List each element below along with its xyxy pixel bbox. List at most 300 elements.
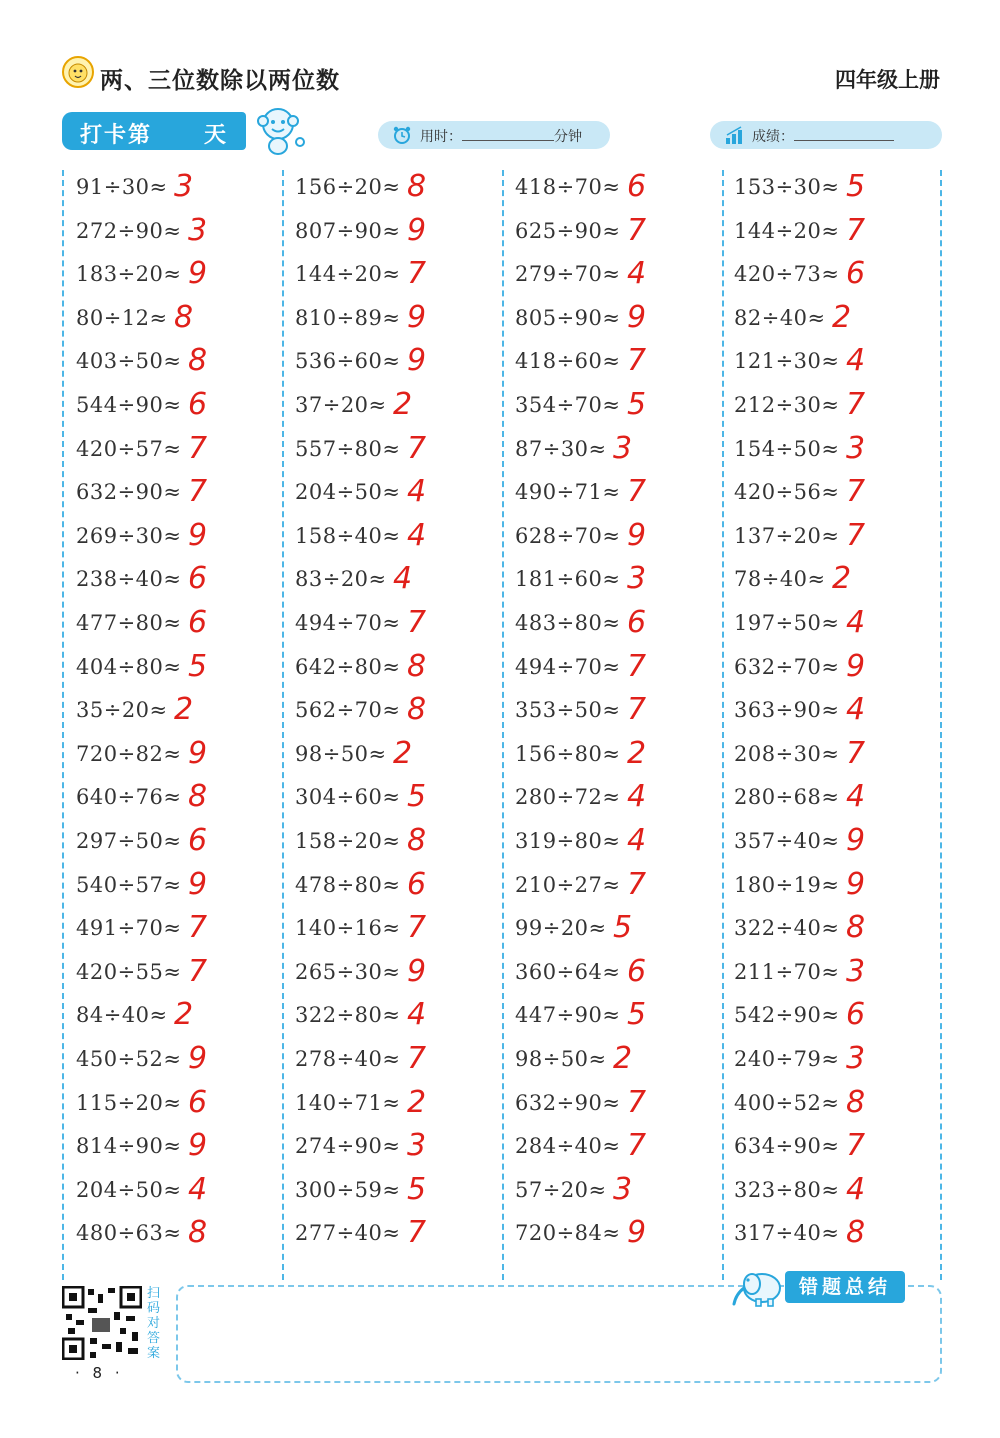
handwritten-answer: 3 [613,1171,633,1207]
handwritten-answer: 7 [407,1041,427,1076]
problem-row [515,517,647,567]
problem-expression: 238÷40≈ [76,567,182,592]
handwritten-answer: 9 [188,1128,208,1164]
problem-expression: 562÷70≈ [295,698,401,723]
problem-row [76,823,208,872]
column-divider [62,170,64,1280]
handwritten-answer: 6 [407,866,427,902]
handwritten-answer: 9 [627,517,647,553]
problem-expression: 483÷80≈ [515,611,621,635]
problem-expression: 540÷57≈ [76,872,182,897]
handwritten-answer: 8 [407,648,427,684]
handwritten-answer: 4 [627,779,647,815]
time-field [378,121,610,149]
problem-row [76,561,208,610]
handwritten-answer: 6 [188,387,208,422]
problem-expression: 274÷90≈ [295,1134,401,1159]
problem-row [734,1041,866,1090]
problem-row [295,823,427,872]
problem-expression: 197÷50≈ [734,611,840,635]
handwritten-answer: 8 [846,1084,866,1120]
handwritten-answer: 5 [188,648,208,684]
problem-row [515,910,633,959]
problem-row [295,692,427,741]
problem-expression: 208÷30≈ [734,741,840,766]
problem-expression: 557÷80≈ [295,436,401,461]
problem-row [734,648,866,698]
problem-expression: 814÷90≈ [76,1134,182,1159]
handwritten-answer: 7 [846,1128,866,1164]
problem-row [76,953,208,1003]
problem-expression: 212÷30≈ [734,393,840,417]
handwritten-answer: 4 [407,997,427,1033]
problem-row [76,735,208,785]
problem-row [76,474,208,523]
handwritten-answer: 9 [846,866,866,902]
problem-expression: 278÷40≈ [295,1047,401,1071]
problem-expression: 400÷52≈ [734,1090,840,1115]
problem-expression: 35÷20≈ [76,698,168,723]
problem-expression: 642÷80≈ [295,654,401,679]
problem-row [295,735,413,785]
problem-row [76,1128,208,1177]
handwritten-answer: 4 [407,517,427,553]
problem-row [515,430,633,480]
problem-expression: 810÷89≈ [295,305,401,330]
column-divider [940,170,942,1280]
problem-row [734,1128,866,1177]
problem-expression: 354÷70≈ [515,393,621,417]
handwritten-answer: 4 [846,779,866,815]
problem-row [515,735,647,785]
problem-row [515,343,647,392]
problem-expression: 140÷71≈ [295,1090,401,1115]
handwritten-answer: 7 [846,474,866,510]
handwritten-answer: 3 [188,212,208,248]
handwritten-answer: 4 [188,1171,208,1207]
problem-row [295,866,427,916]
handwritten-answer: 7 [407,1215,427,1251]
handwritten-answer: 2 [627,735,647,771]
problem-row [295,387,413,436]
problem-row [295,953,427,1003]
time-blank[interactable] [462,126,554,141]
problem-row [76,343,208,392]
problem-row [734,692,866,741]
problem-expression: 418÷60≈ [515,349,621,374]
problem-row [295,256,427,305]
problem-row [295,1128,427,1177]
handwritten-answer: 2 [832,299,852,335]
problem-expression: 634÷90≈ [734,1134,840,1159]
problem-row [734,561,852,610]
problem-row [515,387,647,436]
problem-expression: 144÷20≈ [295,262,401,287]
handwritten-answer: 7 [846,735,866,771]
problem-row [734,1171,866,1221]
handwritten-answer: 2 [407,1084,427,1120]
handwritten-answer: 9 [846,648,866,684]
problem-row [76,1084,208,1134]
score-chart-icon [724,125,744,145]
handwritten-answer: 4 [846,1171,866,1207]
problem-expression: 317÷40≈ [734,1221,840,1246]
problem-row [515,212,647,262]
handwritten-answer: 5 [627,997,647,1033]
handwritten-answer: 3 [846,430,866,466]
problem-row [734,387,866,436]
handwritten-answer: 5 [627,387,647,422]
problem-expression: 180÷19≈ [734,872,840,897]
problem-expression: 477÷80≈ [76,611,182,635]
problem-expression: 322÷80≈ [295,1003,401,1028]
handwritten-answer: 7 [627,1128,647,1164]
handwritten-answer: 8 [174,299,194,335]
problem-expression: 57÷20≈ [515,1177,607,1202]
problem-expression: 632÷90≈ [76,480,182,505]
handwritten-answer: 2 [832,561,852,597]
handwritten-answer: 7 [627,648,647,684]
problem-row [515,474,647,523]
problem-expression: 80÷12≈ [76,305,168,330]
handwritten-answer: 5 [407,1171,427,1207]
problem-expression: 153÷30≈ [734,175,840,199]
problem-row [515,692,647,741]
scan-for-answers-label: 扫码对答案 [147,1286,161,1361]
handwritten-answer: 7 [407,910,427,946]
handwritten-answer: 7 [627,1084,647,1120]
problem-expression: 640÷76≈ [76,785,182,810]
problem-row [76,692,194,741]
problem-row [515,779,647,828]
problem-row [76,430,208,480]
handwritten-answer: 5 [846,169,866,204]
problem-expression: 154÷50≈ [734,436,840,461]
handwritten-answer: 2 [613,1041,633,1076]
problem-row [515,561,647,610]
checkin-suffix: 天 [204,123,229,148]
problem-row [515,605,647,654]
handwritten-answer: 6 [188,561,208,597]
problem-row [76,605,208,654]
problem-row [515,1171,633,1221]
problem-expression: 183÷20≈ [76,262,182,287]
problem-expression: 156÷20≈ [295,175,401,199]
problem-row [295,910,427,959]
problem-expression: 98÷50≈ [515,1047,607,1071]
problem-row [295,1041,427,1090]
problem-expression: 304÷60≈ [295,785,401,810]
handwritten-answer: 6 [627,169,647,204]
problem-row [515,169,647,218]
handwritten-answer: 9 [846,823,866,858]
mistake-summary-title: 错题总结 [785,1271,905,1303]
handwritten-answer: 4 [407,474,427,510]
problem-expression: 115÷20≈ [76,1090,182,1115]
problem-expression: 99÷20≈ [515,916,607,941]
handwritten-answer: 6 [188,605,208,640]
problem-expression: 158÷20≈ [295,829,401,853]
problem-expression: 490÷71≈ [515,480,621,505]
problem-expression: 807÷90≈ [295,218,401,243]
problem-expression: 491÷70≈ [76,916,182,941]
problem-row [515,1084,647,1134]
problem-grid [62,170,942,1280]
problem-expression: 720÷84≈ [515,1221,621,1246]
grade-label: 四年级上册 [835,68,940,92]
problem-expression: 542÷90≈ [734,1003,840,1028]
problem-expression: 78÷40≈ [734,567,826,592]
page-title: 两、三位数除以两位数 [100,68,340,94]
problem-row [76,256,208,305]
problem-row [734,866,866,916]
problem-expression: 720÷82≈ [76,741,182,766]
problem-row [515,1041,633,1090]
elephant-mascot-icon [730,1266,786,1308]
handwritten-answer: 7 [627,866,647,902]
problem-row [295,1084,427,1134]
problem-expression: 353÷50≈ [515,698,621,723]
problem-row [515,823,647,872]
handwritten-answer: 8 [188,1215,208,1251]
problem-expression: 158÷40≈ [295,523,401,548]
handwritten-answer: 7 [627,474,647,510]
handwritten-answer: 7 [188,474,208,510]
problem-expression: 277÷40≈ [295,1221,401,1246]
handwritten-answer: 5 [407,779,427,815]
problem-row [734,910,866,959]
problem-expression: 319÷80≈ [515,829,621,853]
problem-expression: 297÷50≈ [76,829,182,853]
problem-row [515,648,647,698]
handwritten-answer: 3 [407,1128,427,1164]
handwritten-answer: 3 [846,953,866,989]
problem-expression: 82÷40≈ [734,305,826,330]
problem-expression: 156÷80≈ [515,741,621,766]
checkin-prefix: 打卡第 [80,123,153,148]
checkin-banner [62,112,246,150]
problem-expression: 144÷20≈ [734,218,840,243]
problem-row [734,474,866,523]
problem-expression: 420÷57≈ [76,436,182,461]
handwritten-answer: 9 [188,256,208,292]
problem-expression: 98÷50≈ [295,741,387,766]
lion-logo-icon [60,54,96,90]
score-label: 成绩： [752,129,794,145]
problem-expression: 140÷16≈ [295,916,401,941]
handwritten-answer: 4 [627,256,647,292]
handwritten-answer: 2 [174,692,194,728]
problem-expression: 322÷40≈ [734,916,840,941]
handwritten-answer: 6 [846,997,866,1033]
handwritten-answer: 9 [407,953,427,989]
handwritten-answer: 7 [407,256,427,292]
handwritten-answer: 3 [846,1041,866,1076]
handwritten-answer: 7 [188,430,208,466]
problem-row [76,1171,208,1221]
handwritten-answer: 6 [627,605,647,640]
handwritten-answer: 4 [846,605,866,640]
problem-expression: 480÷63≈ [76,1221,182,1246]
problem-expression: 279÷70≈ [515,262,621,287]
handwritten-answer: 9 [627,299,647,335]
problem-row [734,256,866,305]
problem-row [734,779,866,828]
handwritten-answer: 4 [627,823,647,858]
problem-row [515,953,647,1003]
handwritten-answer: 9 [188,866,208,902]
handwritten-answer: 6 [188,1084,208,1120]
problem-row [734,343,866,392]
problem-expression: 83÷20≈ [295,567,387,592]
handwritten-answer: 7 [407,430,427,466]
time-unit: 分钟 [554,129,582,145]
handwritten-answer: 8 [188,343,208,379]
problem-row [295,997,427,1046]
problem-expression: 632÷90≈ [515,1090,621,1115]
handwritten-answer: 8 [846,1215,866,1251]
problem-row [295,517,427,567]
problem-row [76,910,208,959]
handwritten-answer: 5 [613,910,633,946]
problem-row [76,779,208,828]
score-blank[interactable] [794,126,894,141]
problem-row [295,1215,427,1264]
handwritten-answer: 6 [627,953,647,989]
page-header [60,50,940,100]
problem-expression: 420÷55≈ [76,959,182,984]
handwritten-answer: 8 [407,823,427,858]
problem-expression: 420÷56≈ [734,480,840,505]
handwritten-answer: 9 [407,212,427,248]
column-divider [722,170,724,1280]
problem-row [515,299,647,349]
problem-row [76,517,208,567]
qr-code-icon [62,1286,142,1360]
problem-expression: 447÷90≈ [515,1003,621,1028]
handwritten-answer: 8 [407,692,427,728]
problem-expression: 494÷70≈ [515,654,621,679]
problem-expression: 478÷80≈ [295,872,401,897]
problem-row [734,605,866,654]
handwritten-answer: 8 [188,779,208,815]
problem-row [515,866,647,916]
handwritten-answer: 4 [393,561,413,597]
problem-row [295,779,427,828]
problem-expression: 269÷30≈ [76,523,182,548]
problem-expression: 272÷90≈ [76,218,182,243]
problem-row [515,1215,647,1264]
problem-expression: 91÷30≈ [76,175,168,199]
problem-row [295,605,427,654]
handwritten-answer: 7 [188,910,208,946]
handwritten-answer: 3 [174,169,194,204]
problem-row [76,648,208,698]
handwritten-answer: 2 [393,735,413,771]
problem-row [76,387,208,436]
problem-row [295,343,427,392]
problem-expression: 360÷64≈ [515,959,621,984]
handwritten-answer: 9 [188,517,208,553]
problem-row [734,823,866,872]
handwritten-answer: 3 [613,430,633,466]
handwritten-answer: 7 [627,343,647,379]
problem-row [76,997,194,1046]
problem-expression: 280÷68≈ [734,785,840,810]
handwritten-answer: 7 [407,605,427,640]
handwritten-answer: 7 [188,953,208,989]
problem-expression: 632÷70≈ [734,654,840,679]
problem-expression: 240÷79≈ [734,1047,840,1071]
problem-row [734,212,866,262]
problem-expression: 357÷40≈ [734,829,840,853]
problem-expression: 420÷73≈ [734,262,840,287]
problem-expression: 210÷27≈ [515,872,621,897]
problem-expression: 403÷50≈ [76,349,182,374]
problem-expression: 137÷20≈ [734,523,840,548]
problem-row [515,1128,647,1177]
handwritten-answer: 9 [188,735,208,771]
problem-expression: 544÷90≈ [76,393,182,417]
problem-row [734,997,866,1046]
problem-expression: 323÷80≈ [734,1177,840,1202]
problem-row [76,1215,208,1264]
problem-row [515,256,647,305]
problem-row [295,299,427,349]
problem-row [734,517,866,567]
problem-row [734,430,866,480]
problem-expression: 625÷90≈ [515,218,621,243]
page-number: · 8 · [75,1364,124,1382]
problem-expression: 363÷90≈ [734,698,840,723]
alarm-clock-icon [392,125,412,145]
problem-expression: 300÷59≈ [295,1177,401,1202]
handwritten-answer: 7 [627,212,647,248]
problem-row [76,866,208,916]
problem-expression: 265÷30≈ [295,959,401,984]
problem-row [76,1041,208,1090]
monkey-mascot-icon [250,104,310,156]
problem-expression: 204÷50≈ [76,1177,182,1202]
handwritten-answer: 2 [393,387,413,422]
handwritten-answer: 6 [846,256,866,292]
problem-expression: 628÷70≈ [515,523,621,548]
handwritten-answer: 9 [627,1215,647,1251]
problem-expression: 404÷80≈ [76,654,182,679]
problem-expression: 450÷52≈ [76,1047,182,1071]
problem-row [734,735,866,785]
problem-row [295,169,427,218]
handwritten-answer: 6 [188,823,208,858]
problem-row [295,648,427,698]
problem-row [76,299,194,349]
column-divider [502,170,504,1280]
handwritten-answer: 7 [846,517,866,553]
problem-expression: 87÷30≈ [515,436,607,461]
problem-row [295,430,427,480]
problem-row [734,1084,866,1134]
problem-row [734,169,866,218]
problem-expression: 121÷30≈ [734,349,840,374]
problem-expression: 84÷40≈ [76,1003,168,1028]
problem-row [76,212,208,262]
problem-expression: 37÷20≈ [295,393,387,417]
problem-row [734,299,852,349]
handwritten-answer: 4 [846,692,866,728]
problem-row [76,169,194,218]
problem-row [295,1171,427,1221]
column-divider [282,170,284,1280]
